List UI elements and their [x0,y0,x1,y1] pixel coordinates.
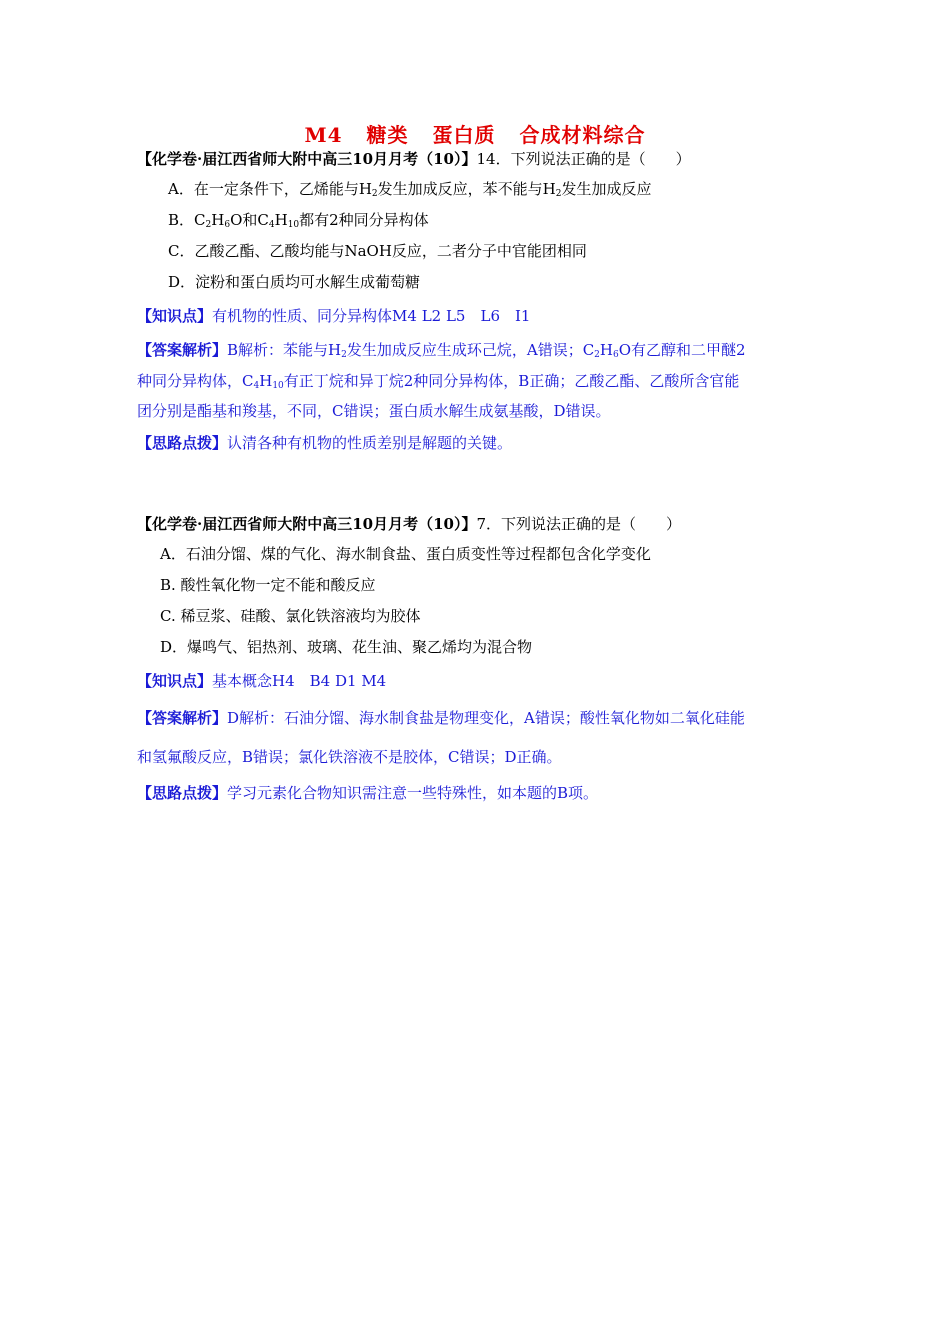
page-title [0,122,950,148]
q1-knowledge [137,305,530,327]
q2-header [137,513,681,535]
q2-knowledge-label: 【知识点】 [137,672,213,690]
q2-tips-label: 【思路点拨】 [137,784,228,802]
q2-tips-text: 学习元素化合物知识需注意一些特殊性，如本题的B项。 [227,784,599,802]
q1-source: 【化学卷·届江西省师大附中高三10月月考（10）】 [137,150,477,168]
q1-option-c: C．乙酸乙酯、乙酸均能与NaOH反应，二者分子中官能团相同 [168,242,587,260]
q2-source: 【化学卷·届江西省师大附中高三10月月考（10）】 [137,515,477,533]
q1-answer-label: 【答案解析】 [137,341,228,359]
q1-answer-line1: 【答案解析】B解析：苯能与$H_2$发生加成反应生成环己烷，A错误；$C_2H_6O$有乙醇和二甲醚2 [137,341,746,360]
title-code: M4 [304,123,343,147]
q1-option-d: D．淀粉和蛋白质均可水解生成葡萄糖 [168,273,421,291]
q1-option-b: B．$C_2H_6O$和$C_4H_{10}$都有2种同分异构体 [168,211,429,230]
q1-answer-line2: 种同分异构体，$C_4H_{10}$有正丁烷和异丁烷2种同分异构体，B正确；乙酸乙酯、乙酸所含官能 [137,372,740,391]
q1-tips-label: 【思路点拨】 [137,434,228,452]
q1-knowledge-codes: M4 L2 L5 L6 I1 [392,307,531,325]
q1-answer-line3: 团分别是酯基和羧基，不同，C错误；蛋白质水解生成氨基酸，D错误。 [137,402,611,420]
q1-option-a: A．在一定条件下，乙烯能与$H_2$发生加成反应，苯不能与$H_2$发生加成反应 [168,180,652,199]
title-part1: 糖类 [366,123,409,147]
q1-stem: 14．下列说法正确的是（ ） [476,150,691,168]
q2-knowledge [137,670,386,692]
q2-answer-label: 【答案解析】 [137,709,228,727]
q2-option-a: A．石油分馏、煤的气化、海水制食盐、蛋白质变性等过程都包含化学变化 [160,545,651,563]
title-part2: 蛋白质 [432,123,496,147]
q2-tips [137,782,598,804]
q2-option-d: D．爆鸣气、铝热剂、玻璃、花生油、聚乙烯均为混合物 [160,638,533,656]
q2-option-b: B. 酸性氧化物一定不能和酸反应 [160,576,376,594]
q2-option-c: C. 稀豆浆、硅酸、氯化铁溶液均为胶体 [160,607,421,625]
q2-knowledge-text: 基本概念 [212,672,273,690]
q1-knowledge-text: 有机物的性质、同分异构体 [212,307,393,325]
q1-knowledge-label: 【知识点】 [137,307,213,325]
q2-stem: 7．下列说法正确的是（ ） [476,515,682,533]
q2-knowledge-codes: H4 B4 D1 M4 [272,672,387,690]
q2-answer-line2: 和氢氟酸反应，B错误；氯化铁溶液不是胶体，C错误；D正确。 [137,748,562,766]
q2-answer-line1: 【答案解析】D解析：石油分馏、海水制食盐是物理变化，A错误；酸性氧化物如二氧化硅能 [137,709,745,727]
q1-tips [137,432,512,454]
title-part3: 合成材料综合 [519,123,646,147]
q1-tips-text: 认清各种有机物的性质差别是解题的关键。 [227,434,513,452]
q1-header [137,148,691,170]
